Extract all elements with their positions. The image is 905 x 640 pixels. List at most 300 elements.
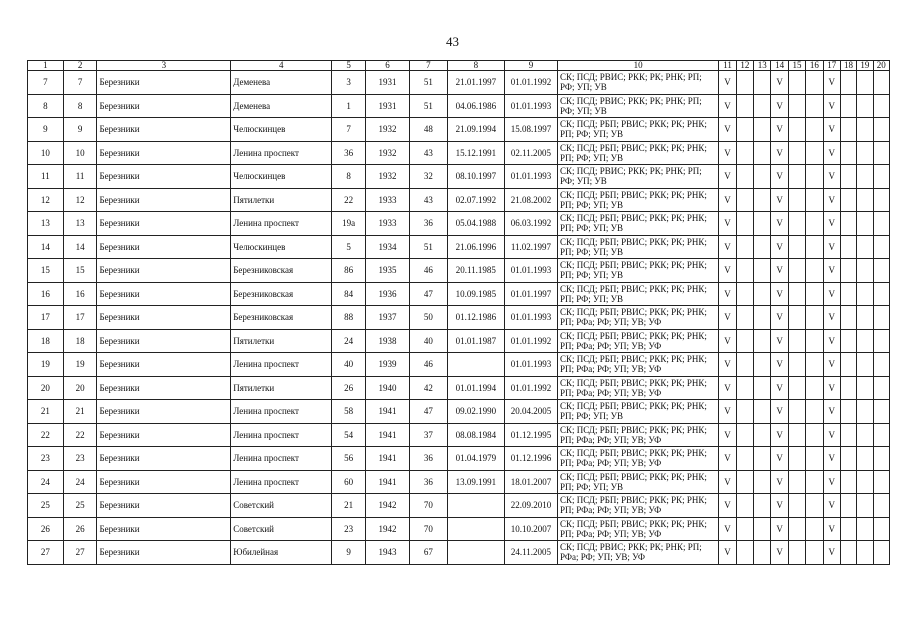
check-mark-col-12: [736, 517, 753, 541]
check-mark-col-14: V: [771, 470, 788, 494]
table-cell-col-7: 70: [409, 517, 447, 541]
check-mark-col-14: V: [771, 541, 788, 565]
table-cell-col-10: СК; ПСД; РВИС; РКК; РК; РНК; РП; РФа; РФ; УП; УВ; УФ: [558, 541, 719, 565]
table-cell-col-1: 13: [28, 212, 64, 236]
check-mark-col-15: [788, 212, 805, 236]
check-mark-col-18: [840, 141, 856, 165]
check-mark-col-18: [840, 494, 856, 518]
table-cell-col-10: СК; ПСД; РБП; РВИС; РКК; РК; РНК; РП; РФа; РФ; УП; УВ; УФ: [558, 447, 719, 471]
check-mark-col-12: [736, 282, 753, 306]
table-cell-col-8: 01.12.1986: [447, 306, 504, 330]
check-mark-col-19: [857, 541, 873, 565]
check-mark-col-20: [873, 494, 889, 518]
table-row: [28, 517, 890, 541]
table-cell-col-4: Березниковская: [231, 306, 332, 330]
check-mark-col-11: V: [719, 376, 736, 400]
table-cell-col-7: 43: [409, 188, 447, 212]
check-mark-col-13: [754, 282, 771, 306]
table-row: [28, 165, 890, 189]
check-mark-col-11: V: [719, 94, 736, 118]
column-header: 10: [558, 61, 719, 71]
check-mark-col-17: V: [823, 329, 840, 353]
check-mark-col-17: V: [823, 541, 840, 565]
table-cell-col-2: 23: [63, 447, 97, 471]
check-mark-col-13: [754, 447, 771, 471]
table-row: [28, 71, 890, 95]
table-cell-col-9: 01.01.1993: [504, 165, 557, 189]
table-row: [28, 541, 890, 565]
table-cell-col-3: Березники: [97, 376, 231, 400]
check-mark-col-17: V: [823, 188, 840, 212]
table-cell-col-10: СК; ПСД; РБП; РВИС; РКК; РК; РНК; РП; РФ; УП; УВ: [558, 400, 719, 424]
check-mark-col-19: [857, 329, 873, 353]
table-cell-col-5: 22: [332, 188, 366, 212]
check-mark-col-17: V: [823, 447, 840, 471]
check-mark-col-12: [736, 259, 753, 283]
check-mark-col-11: V: [719, 541, 736, 565]
check-mark-col-17: V: [823, 141, 840, 165]
table-cell-col-5: 86: [332, 259, 366, 283]
check-mark-col-19: [857, 235, 873, 259]
check-mark-col-16: [806, 494, 823, 518]
check-mark-col-14: V: [771, 517, 788, 541]
check-mark-col-15: [788, 541, 805, 565]
check-mark-col-15: [788, 118, 805, 142]
check-mark-col-19: [857, 118, 873, 142]
check-mark-col-14: V: [771, 400, 788, 424]
table-cell-col-4: Деменева: [231, 94, 332, 118]
table-cell-col-3: Березники: [97, 329, 231, 353]
table-cell-col-7: 47: [409, 400, 447, 424]
check-mark-col-17: V: [823, 212, 840, 236]
check-mark-col-17: V: [823, 71, 840, 95]
check-mark-col-16: [806, 118, 823, 142]
check-mark-col-20: [873, 118, 889, 142]
check-mark-col-19: [857, 212, 873, 236]
table-row: [28, 376, 890, 400]
check-mark-col-13: [754, 376, 771, 400]
check-mark-col-16: [806, 188, 823, 212]
check-mark-col-15: [788, 188, 805, 212]
table-cell-col-7: 36: [409, 212, 447, 236]
check-mark-col-11: V: [719, 423, 736, 447]
table-cell-col-10: СК; ПСД; РВИС; РКК; РК; РНК; РП; РФ; УП; УВ: [558, 71, 719, 95]
table-cell-col-5: 23: [332, 517, 366, 541]
check-mark-col-12: [736, 423, 753, 447]
check-mark-col-16: [806, 517, 823, 541]
table-cell-col-3: Березники: [97, 517, 231, 541]
check-mark-col-14: V: [771, 329, 788, 353]
table-cell-col-3: Березники: [97, 353, 231, 377]
table-cell-col-6: 1941: [366, 447, 410, 471]
table-cell-col-5: 56: [332, 447, 366, 471]
table-cell-col-4: Пятилетки: [231, 329, 332, 353]
table-cell-col-10: СК; ПСД; РБП; РВИС; РКК; РК; РНК; РП; РФ; УП; УВ: [558, 212, 719, 236]
table-cell-col-6: 1938: [366, 329, 410, 353]
table-cell-col-6: 1937: [366, 306, 410, 330]
check-mark-col-16: [806, 212, 823, 236]
check-mark-col-20: [873, 212, 889, 236]
check-mark-col-11: V: [719, 400, 736, 424]
check-mark-col-14: V: [771, 306, 788, 330]
table-cell-col-10: СК; ПСД; РБП; РВИС; РКК; РК; РНК; РП; РФ; УП; УВ: [558, 235, 719, 259]
check-mark-col-17: V: [823, 259, 840, 283]
table-cell-col-9: 06.03.1992: [504, 212, 557, 236]
table-cell-col-7: 42: [409, 376, 447, 400]
column-header: 5: [332, 61, 366, 71]
check-mark-col-14: V: [771, 94, 788, 118]
table-row: [28, 188, 890, 212]
check-mark-col-16: [806, 329, 823, 353]
table-cell-col-3: Березники: [97, 235, 231, 259]
table-cell-col-8: 05.04.1988: [447, 212, 504, 236]
check-mark-col-13: [754, 306, 771, 330]
check-mark-col-15: [788, 141, 805, 165]
table-cell-col-8: 09.02.1990: [447, 400, 504, 424]
table-cell-col-2: 25: [63, 494, 97, 518]
table-cell-col-9: 01.12.1995: [504, 423, 557, 447]
table-cell-col-4: Ленина проспект: [231, 212, 332, 236]
table-cell-col-4: Советский: [231, 517, 332, 541]
table-cell-col-8: [447, 353, 504, 377]
column-header: 1: [28, 61, 64, 71]
table-cell-col-10: СК; ПСД; РВИС; РКК; РК; РНК; РП; РФ; УП; УВ: [558, 165, 719, 189]
check-mark-col-15: [788, 329, 805, 353]
check-mark-col-13: [754, 235, 771, 259]
table-cell-col-2: 10: [63, 141, 97, 165]
check-mark-col-13: [754, 400, 771, 424]
table-cell-col-6: 1935: [366, 259, 410, 283]
check-mark-col-17: V: [823, 235, 840, 259]
table-cell-col-10: СК; ПСД; РБП; РВИС; РКК; РК; РНК; РП; РФ; УП; УВ: [558, 118, 719, 142]
check-mark-col-17: V: [823, 400, 840, 424]
check-mark-col-14: V: [771, 165, 788, 189]
check-mark-col-12: [736, 306, 753, 330]
check-mark-col-17: V: [823, 423, 840, 447]
table-cell-col-10: СК; ПСД; РБП; РВИС; РКК; РК; РНК; РП; РФа; РФ; УП; УВ; УФ: [558, 376, 719, 400]
table-cell-col-6: 1933: [366, 212, 410, 236]
table-cell-col-10: СК; ПСД; РБП; РВИС; РКК; РК; РНК; РП; РФа; РФ; УП; УВ; УФ: [558, 494, 719, 518]
table-cell-col-3: Березники: [97, 470, 231, 494]
check-mark-col-13: [754, 470, 771, 494]
table-cell-col-1: 10: [28, 141, 64, 165]
table-cell-col-2: 19: [63, 353, 97, 377]
table-cell-col-9: 01.01.1992: [504, 376, 557, 400]
check-mark-col-12: [736, 541, 753, 565]
check-mark-col-16: [806, 306, 823, 330]
table-cell-col-2: 9: [63, 118, 97, 142]
table-cell-col-8: 08.10.1997: [447, 165, 504, 189]
check-mark-col-11: V: [719, 494, 736, 518]
table-cell-col-6: 1941: [366, 470, 410, 494]
table-cell-col-2: 13: [63, 212, 97, 236]
check-mark-col-20: [873, 423, 889, 447]
check-mark-col-18: [840, 212, 856, 236]
table-cell-col-2: 15: [63, 259, 97, 283]
table-row: [28, 212, 890, 236]
table-cell-col-2: 14: [63, 235, 97, 259]
table-cell-col-10: СК; ПСД; РБП; РВИС; РКК; РК; РНК; РП; РФа; РФ; УП; УВ; УФ: [558, 423, 719, 447]
table-row: [28, 235, 890, 259]
table-row: [28, 329, 890, 353]
check-mark-col-16: [806, 94, 823, 118]
table-cell-col-5: 9: [332, 541, 366, 565]
column-header: 14: [771, 61, 788, 71]
table-cell-col-4: Ленина проспект: [231, 400, 332, 424]
table-cell-col-6: 1943: [366, 541, 410, 565]
check-mark-col-20: [873, 541, 889, 565]
check-mark-col-15: [788, 470, 805, 494]
table-cell-col-2: 11: [63, 165, 97, 189]
check-mark-col-16: [806, 470, 823, 494]
registry-table: [27, 60, 890, 565]
check-mark-col-11: V: [719, 329, 736, 353]
check-mark-col-12: [736, 353, 753, 377]
table-cell-col-3: Березники: [97, 141, 231, 165]
table-cell-col-2: 22: [63, 423, 97, 447]
check-mark-col-18: [840, 400, 856, 424]
column-header: 13: [754, 61, 771, 71]
table-cell-col-8: [447, 517, 504, 541]
check-mark-col-19: [857, 494, 873, 518]
table-cell-col-8: 20.11.1985: [447, 259, 504, 283]
check-mark-col-12: [736, 329, 753, 353]
check-mark-col-19: [857, 71, 873, 95]
check-mark-col-14: V: [771, 376, 788, 400]
table-cell-col-9: 24.11.2005: [504, 541, 557, 565]
check-mark-col-12: [736, 165, 753, 189]
check-mark-col-16: [806, 165, 823, 189]
check-mark-col-18: [840, 447, 856, 471]
table-cell-col-4: Пятилетки: [231, 376, 332, 400]
check-mark-col-15: [788, 447, 805, 471]
table-cell-col-4: Ленина проспект: [231, 141, 332, 165]
check-mark-col-15: [788, 235, 805, 259]
table-cell-col-8: 21.01.1997: [447, 71, 504, 95]
table-cell-col-4: Челюскинцев: [231, 118, 332, 142]
check-mark-col-19: [857, 517, 873, 541]
check-mark-col-20: [873, 400, 889, 424]
table-row: [28, 259, 890, 283]
table-cell-col-2: 26: [63, 517, 97, 541]
check-mark-col-20: [873, 235, 889, 259]
check-mark-col-12: [736, 494, 753, 518]
table-cell-col-8: 21.09.1994: [447, 118, 504, 142]
check-mark-col-14: V: [771, 141, 788, 165]
check-mark-col-15: [788, 517, 805, 541]
check-mark-col-19: [857, 376, 873, 400]
check-mark-col-18: [840, 71, 856, 95]
table-cell-col-6: 1942: [366, 517, 410, 541]
table-row: [28, 423, 890, 447]
check-mark-col-11: V: [719, 517, 736, 541]
table-row: [28, 447, 890, 471]
check-mark-col-20: [873, 259, 889, 283]
table-cell-col-8: [447, 541, 504, 565]
check-mark-col-15: [788, 282, 805, 306]
check-mark-col-11: V: [719, 282, 736, 306]
check-mark-col-19: [857, 470, 873, 494]
check-mark-col-16: [806, 235, 823, 259]
check-mark-col-13: [754, 329, 771, 353]
table-cell-col-3: Березники: [97, 541, 231, 565]
check-mark-col-19: [857, 165, 873, 189]
table-cell-col-1: 12: [28, 188, 64, 212]
check-mark-col-15: [788, 494, 805, 518]
column-header: 16: [806, 61, 823, 71]
check-mark-col-12: [736, 71, 753, 95]
table-cell-col-4: Челюскинцев: [231, 235, 332, 259]
check-mark-col-11: V: [719, 447, 736, 471]
table-cell-col-3: Березники: [97, 400, 231, 424]
table-cell-col-10: СК; ПСД; РВИС; РКК; РК; РНК; РП; РФ; УП; УВ: [558, 94, 719, 118]
table-cell-col-3: Березники: [97, 94, 231, 118]
check-mark-col-18: [840, 353, 856, 377]
check-mark-col-18: [840, 541, 856, 565]
table-row: [28, 306, 890, 330]
check-mark-col-15: [788, 353, 805, 377]
check-mark-col-15: [788, 259, 805, 283]
table-cell-col-9: 01.12.1996: [504, 447, 557, 471]
table-cell-col-2: 16: [63, 282, 97, 306]
table-cell-col-2: 27: [63, 541, 97, 565]
check-mark-col-14: V: [771, 282, 788, 306]
check-mark-col-11: V: [719, 118, 736, 142]
table-cell-col-10: СК; ПСД; РБП; РВИС; РКК; РК; РНК; РП; РФ; УП; УВ: [558, 282, 719, 306]
table-cell-col-4: Ленина проспект: [231, 423, 332, 447]
check-mark-col-18: [840, 94, 856, 118]
table-cell-col-3: Березники: [97, 494, 231, 518]
check-mark-col-18: [840, 235, 856, 259]
table-cell-col-6: 1941: [366, 400, 410, 424]
table-cell-col-7: 67: [409, 541, 447, 565]
table-row: [28, 282, 890, 306]
table-cell-col-5: 58: [332, 400, 366, 424]
table-cell-col-10: СК; ПСД; РБП; РВИС; РКК; РК; РНК; РП; РФ; УП; УВ: [558, 141, 719, 165]
table-cell-col-1: 20: [28, 376, 64, 400]
check-mark-col-11: V: [719, 353, 736, 377]
check-mark-col-20: [873, 517, 889, 541]
table-cell-col-9: 10.10.2007: [504, 517, 557, 541]
check-mark-col-16: [806, 353, 823, 377]
check-mark-col-18: [840, 188, 856, 212]
table-row: [28, 494, 890, 518]
check-mark-col-16: [806, 71, 823, 95]
column-header: 8: [447, 61, 504, 71]
column-header: 6: [366, 61, 410, 71]
check-mark-col-13: [754, 259, 771, 283]
column-header: 4: [231, 61, 332, 71]
table-cell-col-3: Березники: [97, 447, 231, 471]
table-cell-col-4: Ленина проспект: [231, 470, 332, 494]
table-cell-col-9: 01.01.1993: [504, 306, 557, 330]
check-mark-col-17: V: [823, 517, 840, 541]
check-mark-col-17: V: [823, 353, 840, 377]
table-row: [28, 141, 890, 165]
check-mark-col-12: [736, 188, 753, 212]
table-cell-col-1: 23: [28, 447, 64, 471]
check-mark-col-15: [788, 423, 805, 447]
table-cell-col-7: 46: [409, 259, 447, 283]
table-cell-col-3: Березники: [97, 188, 231, 212]
table-cell-col-7: 36: [409, 447, 447, 471]
check-mark-col-18: [840, 329, 856, 353]
table-cell-col-9: 01.01.1997: [504, 282, 557, 306]
table-cell-col-1: 11: [28, 165, 64, 189]
table-cell-col-4: Челюскинцев: [231, 165, 332, 189]
check-mark-col-18: [840, 282, 856, 306]
table-cell-col-7: 51: [409, 71, 447, 95]
table-cell-col-9: 01.01.1993: [504, 94, 557, 118]
check-mark-col-15: [788, 400, 805, 424]
check-mark-col-16: [806, 423, 823, 447]
table-cell-col-7: 47: [409, 282, 447, 306]
check-mark-col-16: [806, 259, 823, 283]
check-mark-col-11: V: [719, 71, 736, 95]
table-cell-col-2: 12: [63, 188, 97, 212]
check-mark-col-18: [840, 470, 856, 494]
check-mark-col-19: [857, 306, 873, 330]
table-cell-col-5: 7: [332, 118, 366, 142]
check-mark-col-17: V: [823, 470, 840, 494]
check-mark-col-12: [736, 400, 753, 424]
check-mark-col-20: [873, 376, 889, 400]
check-mark-col-13: [754, 541, 771, 565]
table-cell-col-6: 1940: [366, 376, 410, 400]
check-mark-col-13: [754, 71, 771, 95]
table-cell-col-9: 02.11.2005: [504, 141, 557, 165]
check-mark-col-19: [857, 259, 873, 283]
check-mark-col-14: V: [771, 259, 788, 283]
table-cell-col-4: Березниковская: [231, 282, 332, 306]
table-cell-col-6: 1933: [366, 188, 410, 212]
table-cell-col-2: 21: [63, 400, 97, 424]
table-cell-col-6: 1932: [366, 118, 410, 142]
check-mark-col-14: V: [771, 447, 788, 471]
check-mark-col-13: [754, 423, 771, 447]
table-cell-col-10: СК; ПСД; РБП; РВИС; РКК; РК; РНК; РП; РФа; РФ; УП; УВ; УФ: [558, 353, 719, 377]
table-cell-col-8: 13.09.1991: [447, 470, 504, 494]
table-body: [28, 71, 890, 565]
table-cell-col-1: 22: [28, 423, 64, 447]
table-cell-col-3: Березники: [97, 282, 231, 306]
check-mark-col-15: [788, 306, 805, 330]
table-cell-col-5: 5: [332, 235, 366, 259]
table-cell-col-2: 8: [63, 94, 97, 118]
check-mark-col-16: [806, 447, 823, 471]
table-row: [28, 400, 890, 424]
check-mark-col-13: [754, 188, 771, 212]
table-cell-col-3: Березники: [97, 118, 231, 142]
column-header: 18: [840, 61, 856, 71]
check-mark-col-11: V: [719, 188, 736, 212]
check-mark-col-20: [873, 165, 889, 189]
table-cell-col-8: 04.06.1986: [447, 94, 504, 118]
check-mark-col-11: V: [719, 470, 736, 494]
table-cell-col-9: 01.01.1993: [504, 259, 557, 283]
table-cell-col-7: 43: [409, 141, 447, 165]
table-row: [28, 470, 890, 494]
table-cell-col-1: 21: [28, 400, 64, 424]
table-cell-col-8: 01.04.1979: [447, 447, 504, 471]
table-cell-col-2: 7: [63, 71, 97, 95]
column-header: 15: [788, 61, 805, 71]
table-cell-col-6: 1941: [366, 423, 410, 447]
check-mark-col-12: [736, 376, 753, 400]
table-cell-col-8: 10.09.1985: [447, 282, 504, 306]
check-mark-col-20: [873, 94, 889, 118]
table-cell-col-4: Юбилейная: [231, 541, 332, 565]
